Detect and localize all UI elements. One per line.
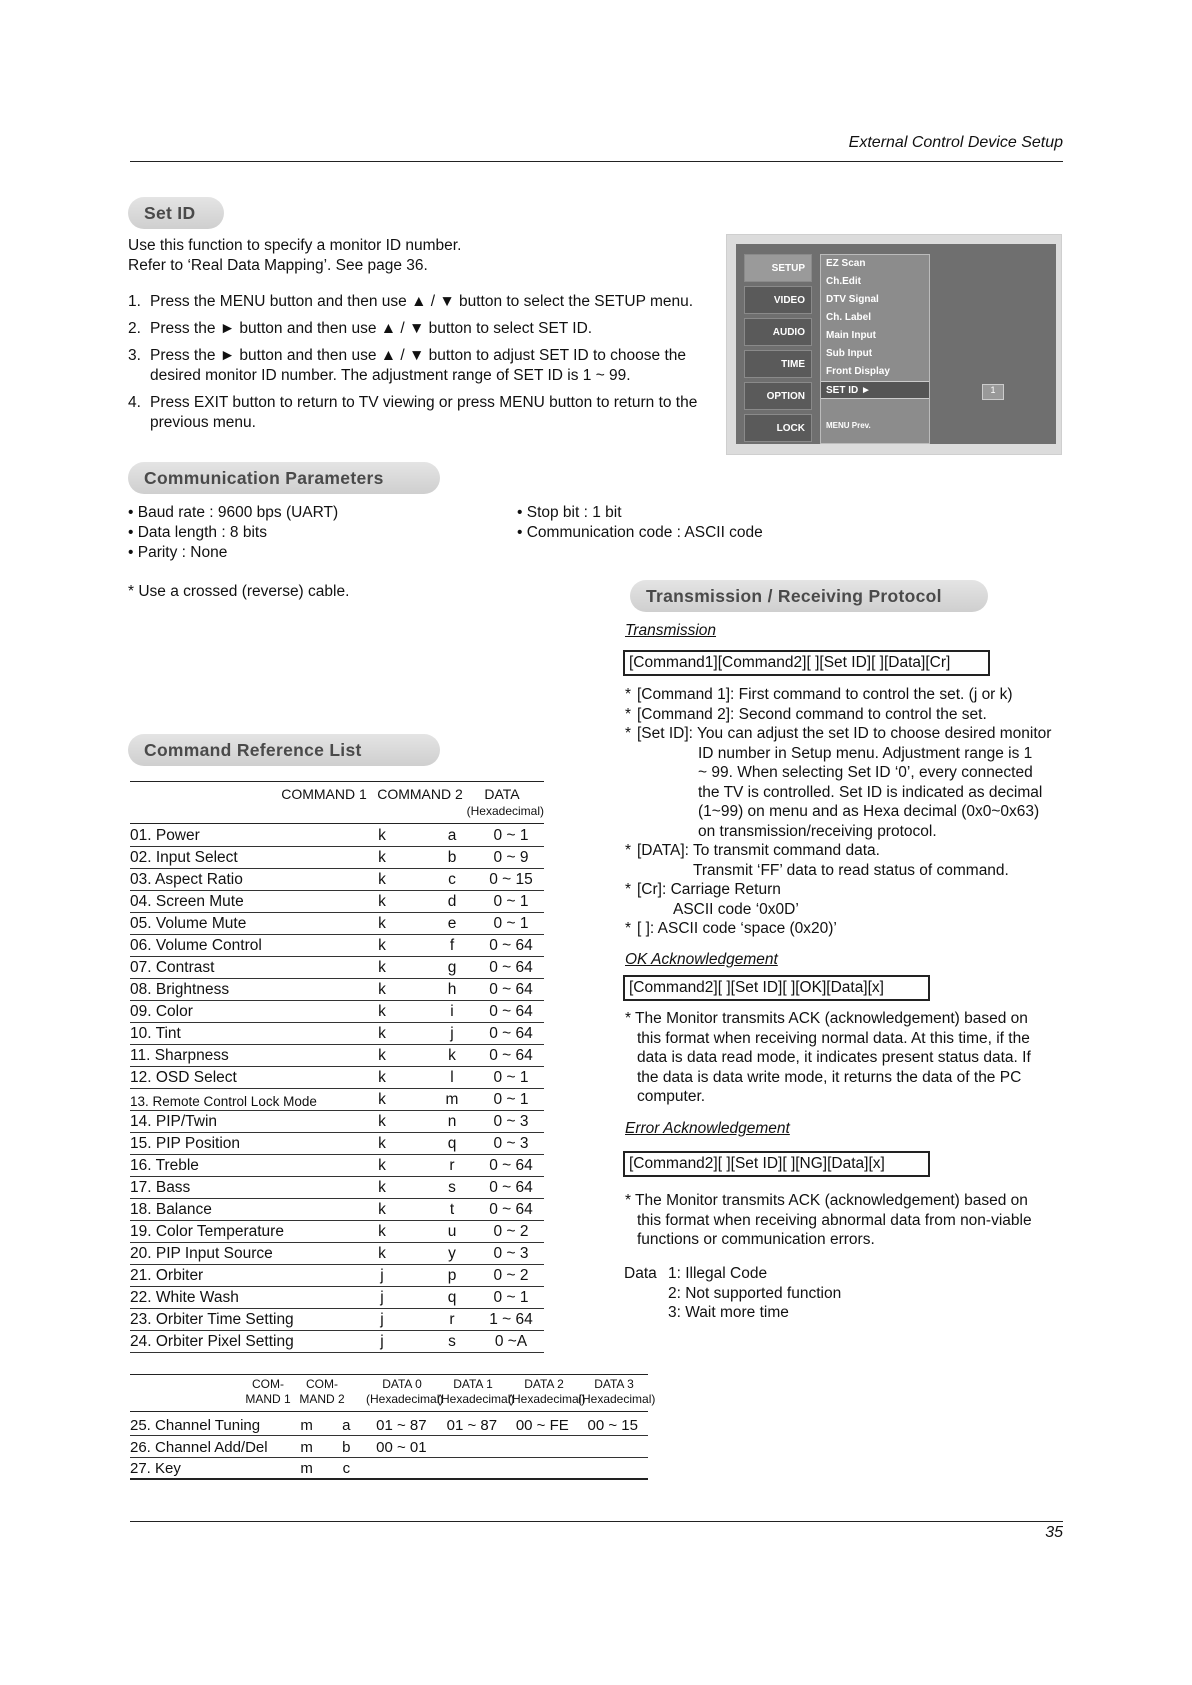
cmd-name: 11. Sharpness <box>130 1047 229 1064</box>
col-data: DATA <box>484 786 520 802</box>
field-cr: * [Cr]: Carriage Return <box>625 881 781 898</box>
cmd-command2: a <box>447 827 457 844</box>
col-command1: COMMAND 1 <box>281 786 367 802</box>
transmission-format-box: [Command1][Command2][ ][Set ID][ ][Data][Cr] <box>623 650 990 676</box>
step-2: 2. Press the ► button and then use ▲ / ▼ button to select SET ID. <box>128 320 593 337</box>
data-code: 2: Not supported function <box>668 1284 842 1302</box>
cmd-command2: s <box>448 1333 456 1350</box>
osd-screenshot <box>726 234 1062 455</box>
cmd-name: 21. Orbiter <box>130 1267 204 1284</box>
col2-command1: COM- MAND 1 <box>245 1377 291 1406</box>
table-row <box>130 1331 544 1353</box>
osd-sub-item: Main Input <box>826 330 876 341</box>
cmd2-table-body <box>130 1414 648 1480</box>
table-row <box>130 1111 544 1133</box>
cmd-data: 0 ~ 1 <box>493 1069 529 1086</box>
cmd-command1: k <box>378 1135 386 1152</box>
cmd-data: 0 ~ 64 <box>489 1157 533 1174</box>
table-row <box>130 891 544 913</box>
cmd-command1: k <box>378 959 386 976</box>
cable-note: * Use a crossed (reverse) cable. <box>128 583 350 600</box>
comm-param: • Parity : None <box>128 544 228 561</box>
osd-menu-audio: AUDIO <box>744 318 812 346</box>
cmd-name: 03. Aspect Ratio <box>130 871 243 888</box>
table-row <box>130 1177 544 1199</box>
table-row <box>130 1221 544 1243</box>
cmd-command1: k <box>378 1245 386 1262</box>
cmd-data3: 00 ~ 15 <box>587 1417 638 1434</box>
cmd-command2: r <box>449 1157 455 1174</box>
table-row <box>130 1436 648 1458</box>
cmd-ref-heading: Command Reference List <box>128 734 440 766</box>
cmd-name: 10. Tint <box>130 1025 181 1042</box>
cmd-command1: k <box>378 1047 386 1064</box>
cmd-command2: t <box>449 1201 455 1218</box>
cmd-command1: m <box>300 1460 313 1477</box>
osd-sub-item-selected: SET ID ► <box>821 381 929 399</box>
cmd-command1: k <box>378 1113 386 1130</box>
cmd-name: 26. Channel Add/Del <box>130 1439 268 1456</box>
cmd-command2: p <box>447 1267 457 1284</box>
cmd-command1: k <box>378 871 386 888</box>
table-row <box>130 1414 648 1436</box>
table-row <box>130 825 544 847</box>
table-row <box>130 1265 544 1287</box>
osd-menu-time: TIME <box>744 350 812 378</box>
step-1: 1. Press the MENU button and then use ▲ / ▼ button to select the SETUP menu. <box>128 293 694 310</box>
transmission-label: Transmission <box>625 622 717 639</box>
step-text: Press the ► button and then use ▲ / ▼ button to select SET ID. <box>150 320 593 337</box>
cmd-command2: q <box>447 1289 457 1306</box>
cmd-command2: b <box>342 1439 351 1456</box>
ok-ack-label: OK Acknowledgement <box>625 951 778 968</box>
cmd-name: 06. Volume Control <box>130 937 262 954</box>
set-id-description: ID number in Setup menu. Adjustment range is 1 ~ 99. When selecting Set ID ‘0’, every connected the TV is controlled. Set ID is indicated as decimal (1~99) on menu and as Hexa decimal (0x0~0x63) on transmission/receiving protocol. <box>698 744 1043 840</box>
cmd-name: 24. Orbiter Pixel Setting <box>130 1333 294 1350</box>
cmd-data0: 01 ~ 87 <box>376 1417 427 1434</box>
step-4: 4. Press EXIT button to return to TV viewing or press MENU button to return to the previous menu. <box>128 393 716 433</box>
cmd-command2: q <box>447 1135 457 1152</box>
comm-param: • Baud rate : 9600 bps (UART) <box>128 504 339 521</box>
cmd-name: 04. Screen Mute <box>130 893 244 910</box>
cmd-command2: n <box>447 1113 457 1130</box>
cmd-name: 05. Volume Mute <box>130 915 247 932</box>
cmd2-table-header <box>130 1374 656 1412</box>
osd-footer: MENU Prev. <box>826 421 871 430</box>
table-row <box>130 1001 544 1023</box>
osd-menu-setup: SETUP <box>744 254 812 282</box>
comm-heading: Communication Parameters <box>128 462 440 494</box>
error-data-codes <box>624 1264 924 1323</box>
cmd-command2: c <box>448 871 456 888</box>
table-row <box>130 1199 544 1221</box>
table-row <box>130 1089 544 1111</box>
set-id-heading: Set ID <box>128 197 224 229</box>
data-codes-label: Data <box>624 1265 657 1282</box>
cmd-command2: e <box>447 915 457 932</box>
data-code: 3: Wait more time <box>668 1304 789 1321</box>
step-3: 3. Press the ► button and then use ▲ / ▼ button to adjust SET ID to choose the desired monitor ID number. The adjustment range of SET ID is 1 ~ 99. <box>128 346 716 386</box>
table-row <box>130 913 544 935</box>
comm-param: • Stop bit : 1 bit <box>517 504 622 521</box>
table-row <box>130 979 544 1001</box>
cmd-command1: k <box>378 915 386 932</box>
error-ack-format-box: [Command2][ ][Set ID][ ][NG][Data][x] <box>623 1151 930 1177</box>
cmd-command1: k <box>378 1201 386 1218</box>
cmd-name: 12. OSD Select <box>130 1069 237 1086</box>
cmd-command1: k <box>378 1003 386 1020</box>
cmd-command2: u <box>447 1223 457 1240</box>
cmd-command1: k <box>378 937 386 954</box>
cmd-command1: j <box>380 1289 384 1306</box>
cmd-command1: j <box>380 1333 384 1350</box>
field-set-id: * [Set ID]: You can adjust the set ID to choose desired monitor <box>625 725 1052 742</box>
cmd-command1: j <box>380 1311 384 1328</box>
ok-ack-note: * The Monitor transmits ACK (acknowledgement) based on this format when receiving normal data. At this time, if the data is data read mode, it indicates present status data. If the data is data write mode, it returns the data of the PC computer. <box>625 1010 1031 1105</box>
cmd-command2: r <box>449 1311 455 1328</box>
cmd-name: 25. Channel Tuning <box>130 1417 261 1434</box>
field-space: * [ ]: ASCII code ‘space (0x20)’ <box>625 920 837 937</box>
running-header: External Control Device Setup <box>848 134 1063 151</box>
osd-menu-lock: LOCK <box>744 414 812 442</box>
cmd-name: 14. PIP/Twin <box>130 1113 218 1130</box>
osd-sub-item: EZ Scan <box>826 258 866 269</box>
cmd-command2: d <box>447 893 457 910</box>
cmd-name: 13. Remote Control Lock Mode <box>130 1094 317 1109</box>
cmd-data: 0 ~ 1 <box>493 827 529 844</box>
cmd-command1: m <box>300 1417 313 1434</box>
cmd-command2: j <box>450 1025 454 1042</box>
col2-data0: DATA 0 (Hexadecimal) <box>366 1377 444 1406</box>
cmd-data: 0 ~ 2 <box>493 1267 529 1284</box>
cmd-data: 0 ~ 3 <box>493 1135 529 1152</box>
cmd-command2: s <box>448 1179 456 1196</box>
cmd-data: 0 ~ 64 <box>489 1201 533 1218</box>
osd-sub-item: Front Display <box>826 366 890 377</box>
table-row <box>130 1155 544 1177</box>
cmd-command2: h <box>447 981 457 998</box>
cmd-command2: y <box>448 1245 456 1262</box>
ok-ack-format-box: [Command2][ ][Set ID][ ][OK][Data][x] <box>623 975 930 1001</box>
table-row <box>130 1067 544 1089</box>
cmd-data: 0 ~ 64 <box>489 1003 533 1020</box>
table-row <box>130 847 544 869</box>
table-row <box>130 1243 544 1265</box>
cmd-command1: k <box>378 893 386 910</box>
cmd-command1: k <box>378 849 386 866</box>
cmd-data: 0 ~ 64 <box>489 1047 533 1064</box>
osd-sub-item: Ch.Edit <box>826 276 861 287</box>
error-ack-note: * The Monitor transmits ACK (acknowledgement) based on this format when receiving abnormal data from non-viable functions or communication errors. <box>625 1192 1032 1248</box>
table-row <box>130 1133 544 1155</box>
col2-command2: COM- MAND 2 <box>299 1377 345 1406</box>
cmd-command1: k <box>378 1025 386 1042</box>
col2-data1: DATA 1 (Hexadecimal) <box>437 1377 515 1406</box>
cmd-command2: i <box>450 1003 454 1020</box>
cmd-command1: k <box>378 1091 386 1108</box>
comm-left <box>128 503 508 563</box>
intro-line-2: Refer to ‘Real Data Mapping’. See page 36. <box>128 257 428 274</box>
cmd-command2: f <box>449 937 455 954</box>
cmd-name: 27. Key <box>130 1460 181 1477</box>
table-row <box>130 935 544 957</box>
step-text: Press the ► button and then use ▲ / ▼ button to adjust SET ID to choose the desired monitor ID number. The adjustment range of SET ID is 1 ~ 99. <box>150 347 687 384</box>
col2-data3: DATA 3 (Hexadecimal) <box>578 1377 656 1406</box>
page-number: 35 <box>1045 1524 1063 1541</box>
cmd-command1: k <box>378 1179 386 1196</box>
cmd-name: 01. Power <box>130 827 200 844</box>
cmd-command2: a <box>342 1417 351 1434</box>
set-id-steps <box>128 292 716 440</box>
intro-line-1: Use this function to specify a monitor ID number. <box>128 237 462 254</box>
cmd-data: 0 ~ 9 <box>493 849 529 866</box>
cmd-data: 0 ~ 2 <box>493 1223 529 1240</box>
cmd-command1: k <box>378 981 386 998</box>
cmd-name: 18. Balance <box>130 1201 212 1218</box>
cmd-command1: k <box>378 827 386 844</box>
cmd-data: 0 ~ 64 <box>489 959 533 976</box>
col-command2: COMMAND 2 <box>377 786 463 802</box>
cmd-command1: m <box>300 1439 313 1456</box>
data-code: 1: Illegal Code <box>668 1265 768 1282</box>
protocol-fields <box>625 685 1065 939</box>
cmd-command2: m <box>445 1091 459 1108</box>
osd-main-menu <box>744 254 812 446</box>
table-row <box>130 1458 648 1480</box>
osd-sub-menu <box>820 254 930 444</box>
table-row <box>130 1287 544 1309</box>
cmd-name: 17. Bass <box>130 1179 191 1196</box>
cmd-name: 16. Treble <box>130 1157 199 1174</box>
osd-sub-item: Sub Input <box>826 348 873 359</box>
col-data-sub: (Hexadecimal) <box>466 804 544 818</box>
cmd-data1: 01 ~ 87 <box>446 1417 498 1434</box>
table-row <box>130 1309 544 1331</box>
cmd-data2: 00 ~ FE <box>515 1417 569 1434</box>
cmd-command2: b <box>447 849 457 866</box>
cmd-data: 0 ~ 64 <box>489 937 533 954</box>
cmd-name: 20. PIP Input Source <box>130 1245 273 1262</box>
cmd-command1: j <box>380 1267 384 1284</box>
osd-menu-video: VIDEO <box>744 286 812 314</box>
cmd-name: 02. Input Select <box>130 849 238 866</box>
cmd-data: 1 ~ 64 <box>489 1311 533 1328</box>
table-row <box>130 1045 544 1067</box>
cmd-data: 0 ~ 1 <box>493 1091 529 1108</box>
cmd-name: 08. Brightness <box>130 981 230 998</box>
step-text: Press EXIT button to return to TV viewing or press MENU button to return to the previous menu. <box>150 394 698 431</box>
cmd-name: 22. White Wash <box>130 1289 239 1306</box>
col2-data2: DATA 2 (Hexadecimal) <box>508 1377 586 1406</box>
cmd-data: 0 ~ 1 <box>493 915 529 932</box>
cmd-data: 0 ~ 1 <box>493 893 529 910</box>
cmd-data: 0 ~ 1 <box>493 1289 529 1306</box>
cmd-data: 0 ~ 15 <box>489 871 533 888</box>
error-ack-label: Error Acknowledgement <box>625 1120 790 1137</box>
cmd-table-header <box>130 781 544 824</box>
footer-rule <box>130 1521 1063 1522</box>
cmd-data: 0 ~ 3 <box>493 1245 529 1262</box>
step-text: Press the MENU button and then use ▲ / ▼ button to select the SETUP menu. <box>150 293 694 310</box>
osd-sub-item: Ch. Label <box>826 312 872 323</box>
comm-right <box>517 503 917 543</box>
cmd-command1: k <box>378 1223 386 1240</box>
table-row <box>130 869 544 891</box>
osd-menu-option: OPTION <box>744 382 812 410</box>
cmd-table-body <box>130 825 544 1353</box>
cmd-name: 19. Color Temperature <box>130 1223 284 1240</box>
cmd-command2: g <box>447 959 457 976</box>
cmd-data: 0 ~ 64 <box>489 1179 533 1196</box>
cmd-command1: k <box>378 1069 386 1086</box>
field-command2: * [Command 2]: Second command to control the set. <box>625 705 987 723</box>
field-command1: * [Command 1]: First command to control the set. (j or k) <box>625 686 1013 703</box>
field-data: * [DATA]: To transmit command data. <box>625 842 880 859</box>
osd-panel <box>736 244 1056 444</box>
table-row <box>130 1023 544 1045</box>
set-id-intro <box>128 236 688 276</box>
cmd-command2: c <box>342 1460 351 1477</box>
protocol-heading: Transmission / Receiving Protocol <box>630 580 988 612</box>
cmd-data: 0 ~ 64 <box>489 1025 533 1042</box>
cmd-data: 0 ~ 3 <box>493 1113 529 1130</box>
cmd-command2: k <box>448 1047 456 1064</box>
cmd-command2: l <box>450 1069 454 1086</box>
osd-value-box: 1 <box>982 384 1004 400</box>
field-data-desc: Transmit ‘FF’ data to read status of command. <box>693 861 1009 879</box>
osd-sub-item: DTV Signal <box>826 294 879 305</box>
cmd-data: 0 ~A <box>494 1333 528 1350</box>
cmd-data: 0 ~ 64 <box>489 981 533 998</box>
field-cr-desc: ASCII code ‘0x0D’ <box>673 900 799 918</box>
comm-param: • Data length : 8 bits <box>128 524 267 541</box>
cmd-command1: k <box>378 1157 386 1174</box>
cmd-data0: 00 ~ 01 <box>376 1439 427 1456</box>
comm-param: • Communication code : ASCII code <box>517 524 763 541</box>
cmd-name: 15. PIP Position <box>130 1135 241 1152</box>
header-rule <box>130 161 1063 162</box>
table-row <box>130 957 544 979</box>
cmd-name: 23. Orbiter Time Setting <box>130 1311 294 1328</box>
cmd-name: 09. Color <box>130 1003 193 1020</box>
cmd-name: 07. Contrast <box>130 959 215 976</box>
